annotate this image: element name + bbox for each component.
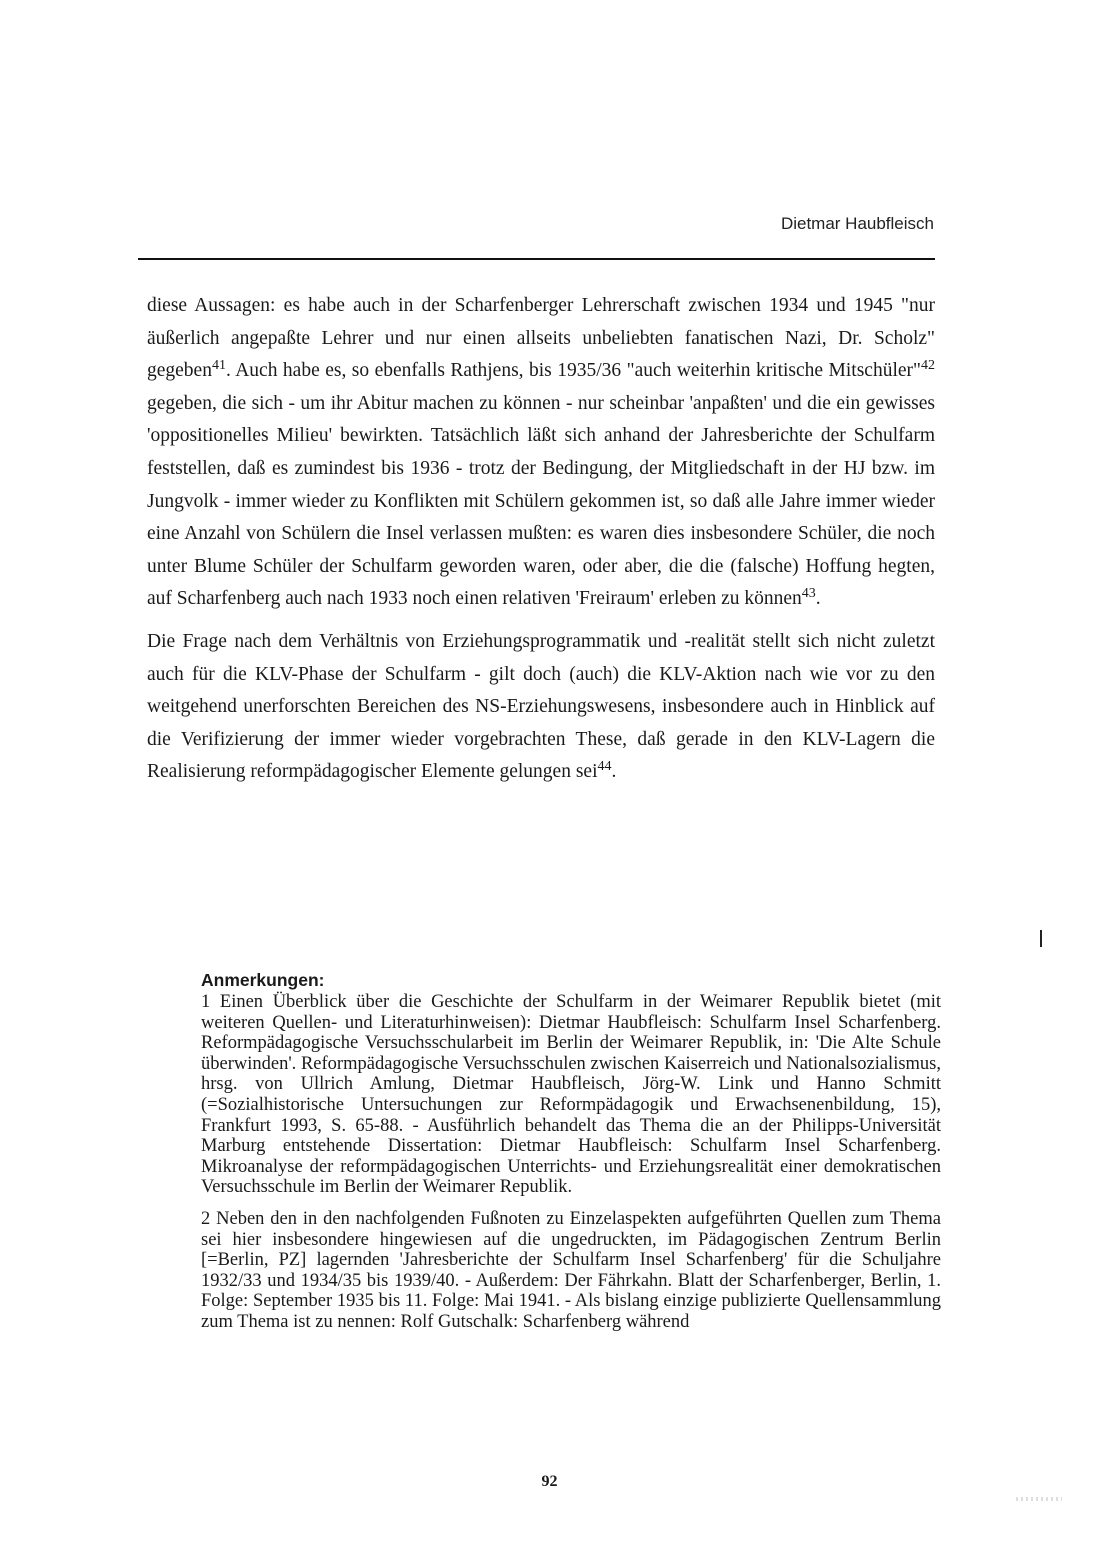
footnote-2: 2 Neben den in den nachfolgenden Fußnoten zu Einzelaspekten aufgeführten Quellen zum Thema sei hier insbesondere hingewiesen auf die ungedruckten, im Pädagogischen Zentrum Berlin [=Berlin, PZ] lagernden 'Jahresberichte der Schulfarm Insel Scharfenberg' für die Schuljahre 1932/33 und 1934/35 bis 1939/40. - Außerdem: Der Fährkahn. Blatt der Scharfenberger, Berlin, 1. Folge: September 1935 bis 11. Folge: Mai 1941. - Als bislang einzige publizierte Quellensammlung zum Thema ist zu nennen: Rolf Gutschalk: Scharfenberg während (201, 1208, 941, 1332)
body-text (147, 290, 935, 789)
scan-artifact (1016, 1497, 1062, 1501)
footnote-ref: 42 (921, 358, 935, 374)
footnote-ref: 44 (597, 759, 612, 775)
body-paragraph-1: diese Aussagen: es habe auch in der Scharfenberger Lehrerschaft zwischen 1934 und 1945 "nur äußerlich angepaßte Lehrer und nur einen allseits unbeliebten fanatischen Nazi, Dr. Scholz" gegeben$^{41}$. Auch habe es, so ebenfalls Rathjens, bis 1935/36 "auch weiterhin kritische Mitschüler"$^{42}$ gegeben, die sich - um ihr Abitur machen zu können - nur scheinbar 'anpaßten' und die ein gewisses 'oppositionelles Milieu' bewirkten. Tatsächlich läßt sich anhand der Jahresberichte der Schulfarm feststellen, daß es zumindest bis 1936 - trotz der Bedingung, der Mitgliedschaft in der HJ bzw. im Jungvolk - immer wieder zu Konflikten mit Schülern gekommen ist, so daß alle Jahre immer wieder eine Anzahl von Schülern die Insel verlassen mußten: es waren dies insbesondere Schüler, die noch unter Blume Schüler der Schulfarm geworden waren, oder aber, die die (falsche) Hoffung hegten, auf Scharfenberg auch nach 1933 noch einen relativen 'Freiraum' erleben zu können$^{43}$. (147, 295, 935, 610)
page-number: 92 (541, 1473, 558, 1490)
header-rule (138, 258, 935, 260)
notes-heading: Anmerkungen: (201, 970, 325, 990)
body-paragraph-2: Die Frage nach dem Verhältnis von Erziehungsprogrammatik und -realität stellt sich nicht zuletzt auch für die KLV-Phase der Schulfarm - gilt doch (auch) die KLV-Aktion nach wie vor zu den weitgehend unerforschten Bereichen des NS-Erziehungswesens, insbesondere auch in Hinblick auf die Verifizierung der immer wieder vorgebrachten These, daß gerade in den KLV-Lagern die Realisierung reformpädagogischer Elemente gelungen sei$^{44}$. (147, 630, 935, 783)
footnote-ref: 41 (211, 358, 226, 374)
margin-mark (1040, 930, 1042, 947)
running-head-author: Dietmar Haubfleisch (780, 214, 934, 233)
footnote-ref: 43 (801, 586, 816, 602)
notes-section (201, 969, 941, 1333)
footnote-1: 1 Einen Überblick über die Geschichte der Schulfarm in der Weimarer Republik bietet (mit weiteren Quellen- und Literaturhinweisen): Dietmar Haubfleisch: Schulfarm Insel Scharfenberg. Reformpädagogische Versuchsschularbeit im Berlin der Weimarer Republik, in: 'Die Alte Schule überwinden'. Reformpädagogische Versuchsschulen zwischen Kaiserreich und Nationalsozialismus, hrsg. von Ullrich Amlung, Dietmar Haubfleisch, Jörg-W. Link und Hanno Schmitt (=Sozialhistorische Untersuchungen zur Reformpädagogik und Erwachsenenbildung, 15), Frankfurt 1993, S. 65-88. - Ausführlich behandelt das Thema die an der Philipps-Universität Marburg entstehende Dissertation: Dietmar Haubfleisch: Schulfarm Insel Scharfenberg. Mikroanalyse der reformpädagogischen Unterrichts- und Erziehungsrealität einer demokratischen Versuchsschule im Berlin der Weimarer Republik. (201, 992, 941, 1198)
